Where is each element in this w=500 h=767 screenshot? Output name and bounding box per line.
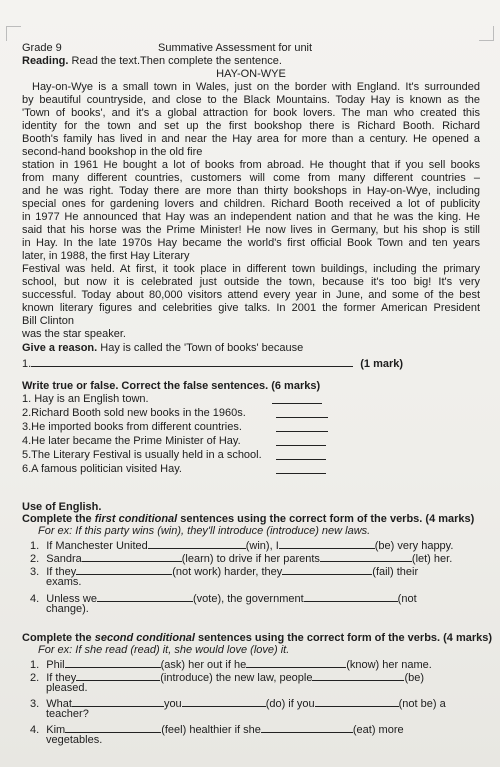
text-line: identity for the town and set up the first bookshop there is Richard Booth. Richard — [22, 120, 480, 132]
second-conditional-heading: Complete the second conditional sentences using the correct form of the verbs. (4 marks) — [22, 632, 493, 644]
first-conditional-example: For ex: If this party wins (win), they'll introduce (introduce) new laws. — [38, 525, 371, 537]
text-line: known literary figures and celebrities give talks. In 2001 the former American President — [22, 302, 480, 314]
text-line: special ones for gardening lovers and children. Richard Booth received a lot of publicity — [22, 198, 480, 210]
answer-blank[interactable] — [31, 356, 353, 367]
exercise-item: 4. Unless we (vote), the government (not — [30, 593, 417, 605]
tf-item: 3.He imported books from different countries. — [22, 421, 480, 433]
tf-item: 6.A famous politician visited Hay. — [22, 463, 480, 475]
give-reason-answer-row — [22, 356, 480, 370]
tf-item: 2.Richard Booth sold new books in the 1960s. — [22, 407, 480, 419]
second-conditional-example: For ex: If she read (read) it, she would love (love) it. — [38, 644, 290, 656]
text-line: by beautiful countryside, and close to the Black Mountains. Today Hay is known as the — [22, 94, 480, 106]
exercise-item-continuation: exams. — [46, 576, 82, 588]
tf-answer-blank[interactable] — [272, 393, 322, 404]
exercise-item-continuation: pleased. — [46, 682, 88, 694]
reading-label: Reading. — [22, 55, 69, 67]
mark-label: (1 mark) — [360, 358, 404, 370]
tf-answer-blank[interactable] — [276, 407, 328, 418]
exercise-item: 1. Phil (ask) her out if he (know) her name. — [30, 659, 432, 671]
text-line: Bill Clinton — [22, 315, 74, 327]
reading-instruction: Read the text.Then complete the sentence. — [71, 55, 282, 67]
exercise-item-continuation: teacher? — [46, 708, 89, 720]
header-row — [22, 42, 480, 54]
give-reason-label: Give a reason. — [22, 342, 98, 354]
tf-answer-blank[interactable] — [276, 463, 326, 474]
exercise-item: 2. If they (introduce) the new law, people (be) — [30, 672, 425, 684]
text-line: from many different countries, customers will come from many different countries – — [22, 172, 480, 184]
text-line: Booth's family has lived in and near the Hay area for more than a century. He opened a — [22, 133, 480, 145]
give-reason-prompt: Hay is called the 'Town of books' because — [100, 342, 304, 354]
give-reason-row — [22, 342, 480, 354]
reading-instruction-row — [22, 55, 480, 67]
text-line: and he was right. Today there are more than thirty bookshops in Hay-on-Wye, including — [22, 185, 480, 197]
text-title: HAY-ON-WYE — [216, 68, 286, 80]
exercise-item: 4. Kim (feel) healthier if she (eat) more — [30, 724, 404, 736]
text-line: school, but now it is celebrated just outside the town, because it's too big! It's very — [22, 276, 480, 288]
tf-item: 1. Hay is an English town. — [22, 393, 480, 405]
exercise-item-continuation: change). — [46, 603, 89, 615]
page-corner-mark — [479, 26, 494, 41]
tf-item: 4.He later became the Prime Minister of Hay. — [22, 435, 480, 447]
page-corner-mark — [6, 26, 21, 41]
exercise-item-continuation: vegetables. — [46, 734, 103, 746]
text-line: in 1977 He announced that Hay was an independent nation and that he was the king. He — [22, 211, 480, 223]
text-line: Festival was held. At first, it took place in different town buildings, including the primary — [22, 263, 480, 275]
tf-answer-blank[interactable] — [276, 421, 328, 432]
text-line: was the star speaker. — [22, 328, 126, 340]
exercise-item: 2. Sandra (learn) to drive if her parents (let) her. — [30, 553, 453, 565]
text-line: 'Town of books', and it's a global attraction for book lovers. The man who created this — [22, 107, 480, 119]
first-conditional-heading: Complete the first conditional sentences using the correct form of the verbs. (4 marks) — [22, 513, 475, 525]
tf-answer-blank[interactable] — [276, 449, 326, 460]
grade-label: Grade 9 — [22, 42, 62, 54]
answer-number: 1. — [22, 358, 32, 370]
tf-item: 5.The Literary Festival is usually held in a school. — [22, 449, 480, 461]
tf-answer-blank[interactable] — [276, 435, 326, 446]
text-line: successful. Today about 80,000 visitors attend every year in June, and some of the best — [22, 289, 480, 301]
true-false-heading: Write true or false. Correct the false sentences. (6 marks) — [22, 380, 321, 392]
text-line: said that his horse was the Prime Minister! He now lives in Germany, but his shop is still — [22, 224, 480, 236]
exercise-item: 3. If they (not work) harder, they (fail) their — [30, 566, 419, 578]
exercise-item: 1. If Manchester United (win), I (be) very happy. — [30, 540, 454, 552]
text-line: later, in 1988, the first Hay Literary — [22, 250, 190, 262]
assessment-title: Summative Assessment for unit — [158, 42, 313, 54]
text-line: in Hay. In the late 1970s Hay became the world's first official Book Town and ten years — [22, 237, 480, 249]
use-of-english-heading: Use of English. — [22, 501, 102, 513]
exercise-item: 3. What you (do) if you (not be) a — [30, 698, 446, 710]
text-line: Hay-on-Wye is a small town in Wales, just on the border with England. It's surrounded — [32, 81, 480, 93]
text-line: second-hand bookshop in the old fire — [22, 146, 203, 158]
text-line: station in 1961 He bought a lot of books from abroad. He thought that if you sell books — [22, 159, 480, 171]
